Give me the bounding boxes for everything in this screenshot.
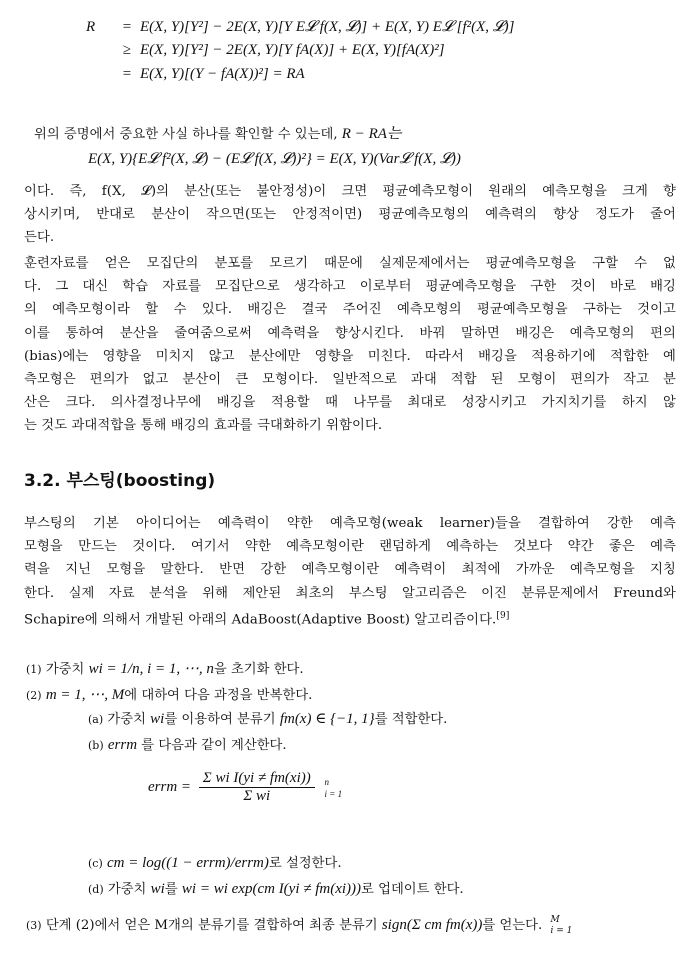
text-line: 이다. 즉, f(X, 𝓛)의 분산(또는 불안정성)이 크면 평균예측모형이 원래의 예측모형을 크게 향 <box>24 184 676 199</box>
equation-row-3 <box>86 66 305 83</box>
sum-lower-limit: i = 1 <box>324 788 343 799</box>
step-text: 가중치 <box>45 662 85 677</box>
text-line: 산은 크다. 의사결정나무에 배깅을 적용할 때 나무를 최대로 성장시키고 가지치기를 하지 않 <box>24 395 676 411</box>
step-marker: (c) <box>88 857 103 870</box>
text-line: 다. 그 대신 학습 자료를 모집단으로 생각하고 이로부터 평균예측모형을 구한 것이 바로 배깅 <box>24 279 676 295</box>
sum-lower-limit: i = 1 <box>550 925 573 936</box>
summation-limits <box>325 776 343 800</box>
equation-row-1 <box>86 18 515 36</box>
text-line: 부스팅의 기본 아이디어는 예측력이 약한 예측모형(weak learner)들을 결합하여 강한 예측 <box>24 516 676 531</box>
section-heading: 3.2. 부스팅(boosting) <box>24 471 216 491</box>
step-text: 를 이용하여 분류기 <box>164 712 276 727</box>
text-line: 든다. <box>24 230 55 246</box>
equation-lhs: R <box>86 19 96 35</box>
step-math: wi <box>150 711 165 727</box>
citation: [9] <box>496 610 510 621</box>
step-marker: (1) <box>26 663 42 676</box>
intro-text: 위의 증명에서 중요한 사실 하나를 확인할 수 있는데, <box>34 127 338 142</box>
step-math: m = 1, ⋯, M <box>45 687 125 703</box>
fraction-numerator: Σ wi I(yi ≠ fm(xi)) <box>199 770 315 788</box>
equation-row-2 <box>86 42 445 59</box>
step-text: 단계 (2)에서 얻은 M개의 분류기를 결합하여 최종 분류기 <box>45 918 378 933</box>
error-rate-equation <box>148 770 342 805</box>
paragraph-intro <box>34 122 401 143</box>
step-marker: (b) <box>88 739 104 752</box>
intro-expression: R − RA는 <box>341 126 402 142</box>
text-line: 상시키며, 반대로 분산이 작으면(또는 안정적이면) 평균예측모형의 예측력의 향상 정도가 줄어 <box>24 207 676 223</box>
step-2d <box>88 878 464 898</box>
sum-upper-limit: n <box>324 776 329 787</box>
step-text: 가중치 <box>107 712 146 727</box>
step-2b <box>88 734 287 754</box>
text-line: 모형을 만드는 것이다. 여기서 약한 예측모형이란 랜덤하게 예측하는 것보다 약간 좋은 예측 <box>24 539 676 555</box>
step-math: fm(x) ∈ {−1, 1} <box>279 711 375 727</box>
equation-rhs: E(X, Y)[(Y − fA(X))²] = RA <box>140 66 305 82</box>
text-line: 측모형은 편의가 없고 분산이 큰 모형이다. 일반적으로 과대 적합 된 모형이 편의가 작고 분 <box>24 372 676 388</box>
text-line: (bias)에는 영향을 미치지 않고 분산에만 영향을 미친다. 따라서 배깅을 적용하기에 적합한 예 <box>24 348 676 364</box>
step-2c <box>88 852 342 872</box>
step-marker: (a) <box>88 713 104 726</box>
text-line: 의 예측모형이라 할 수 있다. 배깅은 결국 주어진 예측모형의 평균예측모형을 구하는 것이고 <box>24 302 676 318</box>
text-line: 이를 통하여 분산을 줄여줌으로써 예측력을 향상시킨다. 바꿔 말하면 배깅은 예측모형의 편의 <box>24 325 676 341</box>
step-1 <box>26 658 304 678</box>
equation-operator: = <box>122 19 132 35</box>
paragraph-variance-effect <box>24 180 676 250</box>
step-text: 를 <box>164 882 178 897</box>
paragraph-boosting <box>24 512 676 631</box>
text-line: 훈련자료를 얻은 모집단의 분포를 모르기 때문에 실제문제에서는 평균예측모형을 구할 수 없 <box>24 256 676 271</box>
step-text: 에 대하여 다음 과정을 반복한다. <box>124 688 313 703</box>
variance-equation <box>88 150 461 168</box>
variance-equation-text: E(X, Y){E𝓛 f²(X, 𝓛) − (E𝓛 f(X, 𝓛))²} = E(X, Y)(Var𝓛 f(X, 𝓛)) <box>88 151 461 167</box>
step-math: errm <box>107 737 138 753</box>
step-marker: (3) <box>26 919 42 932</box>
text-line: 한다. 실제 자료 분석을 위해 제안된 최초의 부스팅 알고리즘은 이진 분류문제에서 Freund와 <box>24 585 676 601</box>
step-text: 로 설정한다. <box>268 856 342 871</box>
step-marker: (d) <box>88 883 104 896</box>
step-3 <box>26 914 572 937</box>
equation-operator: ≥ <box>122 42 132 58</box>
step-2 <box>26 684 312 704</box>
step-math: cm = log((1 − errm)/errm) <box>106 855 269 871</box>
step-2a <box>88 708 447 728</box>
text-line: 는 것도 과대적합을 통해 배깅의 효과를 극대화하기 위함이다. <box>24 418 383 434</box>
paragraph-bagging <box>24 252 676 438</box>
summation-limits <box>550 915 572 937</box>
text-line <box>24 605 676 632</box>
step-math: sign(Σ cm fm(x)) <box>381 917 483 933</box>
text-line: 력을 지닌 모형을 말한다. 반면 강한 예측모형이란 예측력이 최적에 가까운 예측모형을 지칭 <box>24 562 676 578</box>
step-math: wi = wi exp(cm I(yi ≠ fm(xi))) <box>181 881 362 897</box>
equation-rhs: E(X, Y)[Y²] − 2E(X, Y)[Y fA(X)] + E(X, Y)[fA(X)²] <box>140 42 445 58</box>
step-text: 를 얻는다. <box>482 918 543 933</box>
sum-upper-limit: M <box>550 914 560 925</box>
step-marker: (2) <box>26 689 42 702</box>
step-text: 를 다음과 같이 계산한다. <box>141 738 287 753</box>
error-rate-fraction <box>199 770 315 805</box>
last-line-text: Schapire에 의해서 개발된 아래의 AdaBoost(Adaptive Boost) 알고리즘이다. <box>24 612 497 628</box>
step-text: 를 적합한다. <box>374 712 448 727</box>
step-math: wi = 1/n, i = 1, ⋯, n <box>88 661 214 677</box>
equation-operator: = <box>122 66 132 82</box>
error-rate-lhs: errm = <box>148 779 192 795</box>
step-text: 을 초기화 한다. <box>213 662 304 677</box>
fraction-denominator: Σ wi <box>243 788 271 804</box>
step-text: 로 업데이트 한다. <box>361 882 464 897</box>
step-text: 가중치 <box>107 882 147 897</box>
equation-rhs: E(X, Y)[Y²] − 2E(X, Y)[Y E𝓛 f(X, 𝓛)] + E(X, Y) E𝓛 [f²(X, 𝓛)] <box>140 19 515 35</box>
step-math: wi <box>150 881 165 897</box>
